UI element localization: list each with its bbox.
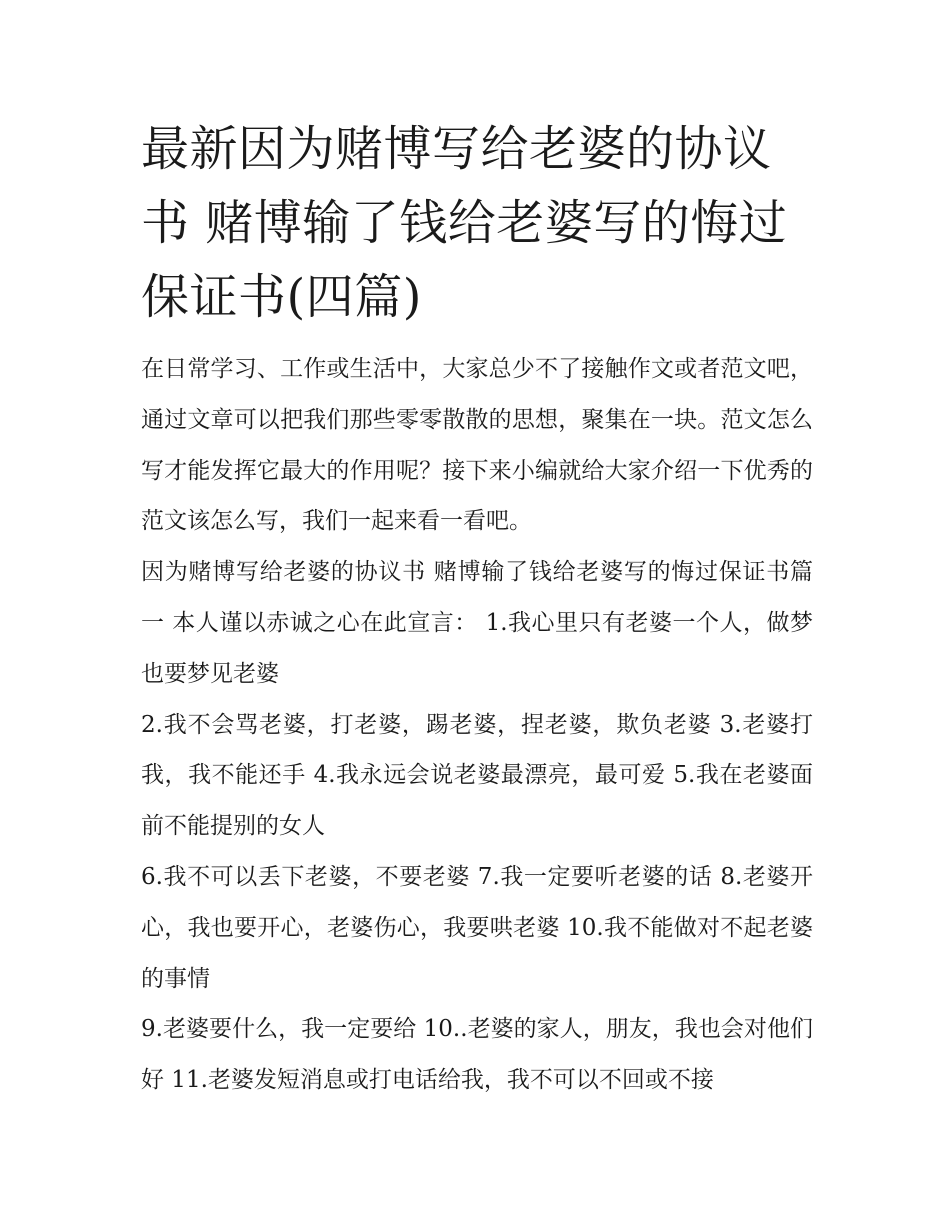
document-title: 最新因为赌博写给老婆的协议书 赌博输了钱给老婆写的悔过保证书(四篇) bbox=[141, 121, 788, 325]
paragraph-items-6-10: 6.我不可以丢下老婆，不要老婆 7.我一定要听老婆的话 8.老婆开心，我也要开心，老婆伤心，我要哄老婆 10.我不能做对不起老婆的事情 bbox=[141, 863, 813, 992]
document-page bbox=[141, 112, 813, 1106]
paragraph-section-one: 因为赌博写给老婆的协议书 赌博输了钱给老婆写的悔过保证书篇一 本人谨以赤诚之心在此宣言： 1.我心里只有老婆一个人，做梦也要梦见老婆 bbox=[141, 559, 813, 687]
paragraph-intro: 在日常学习、工作或生活中，大家总少不了接触作文或者范文吧，通过文章可以把我们那些零零散散的思想，聚集在一块。范文怎么写才能发挥它最大的作用呢？接下来小编就给大家介绍一下优秀的范文该怎么写，我们一起来看一看吧。 bbox=[141, 356, 813, 535]
paragraph-items-2-5: 2.我不会骂老婆，打老婆，踢老婆，捏老婆，欺负老婆 3.老婆打我，我不能还手 4.我永远会说老婆最漂亮，最可爱 5.我在老婆面前不能提别的女人 bbox=[141, 711, 813, 840]
paragraph-items-9-11: 9.老婆要什么，我一定要给 10..老婆的家人，朋友，我也会对他们好 11.老婆发短消息或打电话给我，我不可以不回或不接 bbox=[141, 1016, 813, 1094]
